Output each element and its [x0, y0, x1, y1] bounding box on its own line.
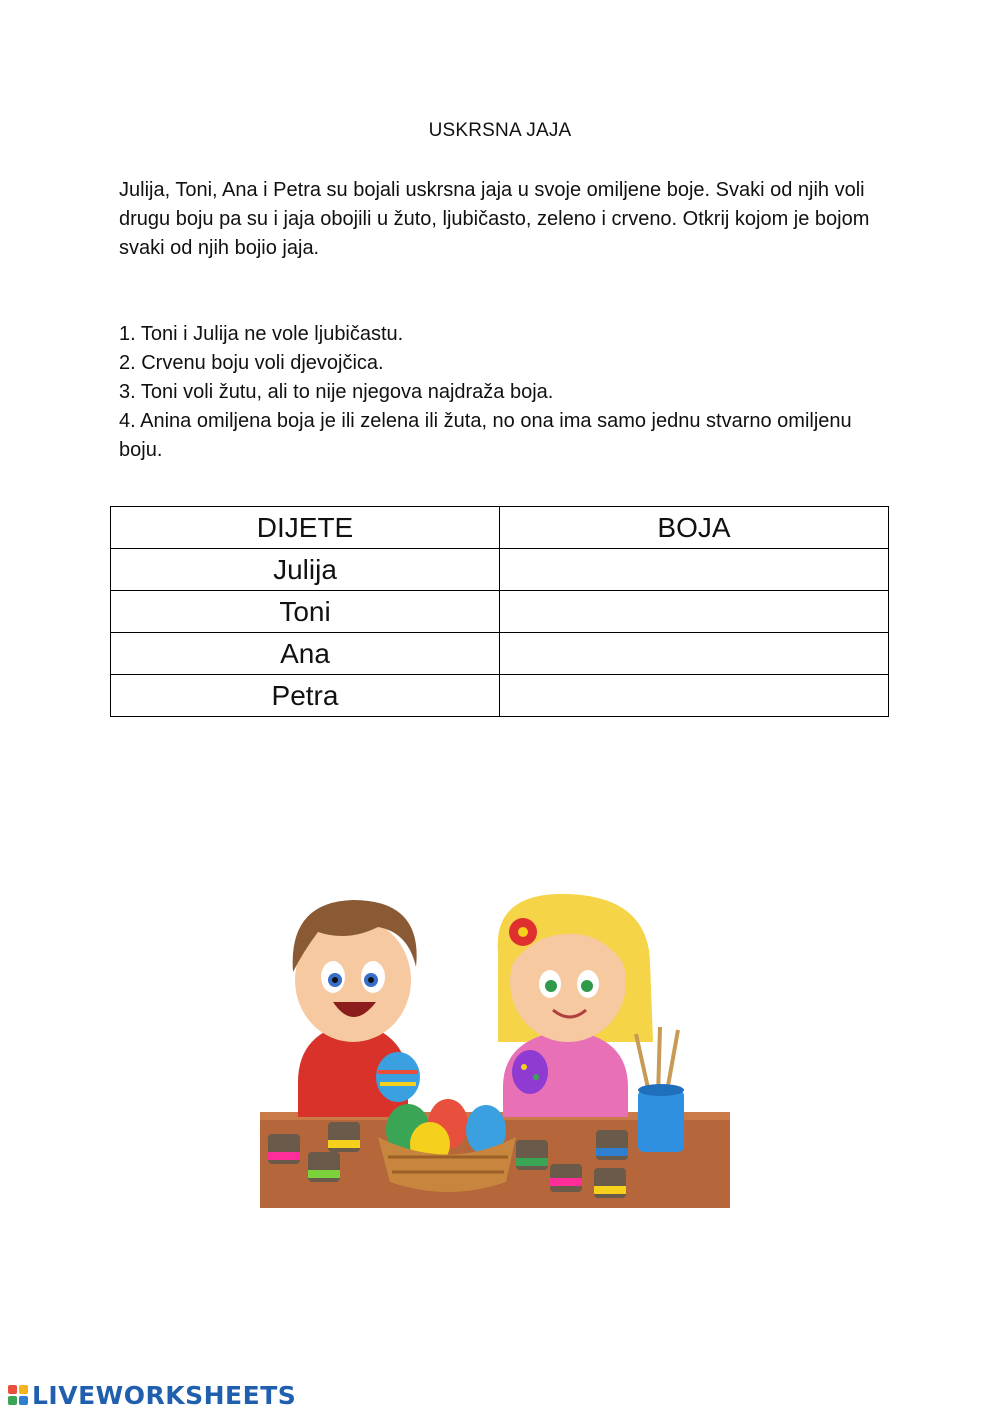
clue-item: 1. Toni i Julija ne vole ljubičastu.: [119, 323, 404, 345]
boy-figure: [293, 900, 420, 1117]
clues-list: [119, 320, 889, 465]
answer-input[interactable]: [500, 549, 889, 591]
table-row: [111, 675, 889, 717]
intro-paragraph: Julija, Toni, Ana i Petra su bojali uskrsna jaja u svoje omiljene boje. Svaki od njih voli drugu boju pa su i jaja obojili u žuto, ljubičasto, zeleno i crveno. Otkrij kojom je bojom svaki od njih bojio jaja.: [119, 179, 870, 259]
child-name: Julija: [111, 549, 500, 591]
girl-figure: [498, 894, 653, 1117]
table-row: [111, 591, 889, 633]
footer-brand: [8, 1378, 296, 1412]
egg-basket: [378, 1099, 516, 1192]
child-name: Petra: [111, 675, 500, 717]
table-row: [111, 549, 889, 591]
answer-table: [110, 506, 889, 717]
header-child: DIJETE: [111, 507, 500, 549]
table-header-row: [111, 507, 889, 549]
answer-input[interactable]: [500, 633, 889, 675]
header-color: BOJA: [500, 507, 889, 549]
child-name: Ana: [111, 633, 500, 675]
answer-input[interactable]: [500, 675, 889, 717]
clue-item: 3. Toni voli žutu, ali to nije njegova najdraža boja.: [119, 381, 554, 403]
answer-input[interactable]: [500, 591, 889, 633]
children-painting-easter-eggs-illustration: [258, 872, 733, 1212]
child-name: Toni: [111, 591, 500, 633]
table-row: [111, 633, 889, 675]
page-title: USKRSNA JAJA: [428, 120, 572, 141]
liveworksheets-logo-icon: [8, 1385, 28, 1405]
brush-cup: [636, 1027, 684, 1152]
brand-name: LIVEWORKSHEETS: [32, 1380, 297, 1410]
clue-item: 2. Crvenu boju voli djevojčica.: [119, 352, 384, 374]
clue-item: 4. Anina omiljena boja je ili zelena ili žuta, no ona ima samo jednu stvarno omiljenu boju.: [119, 410, 852, 461]
